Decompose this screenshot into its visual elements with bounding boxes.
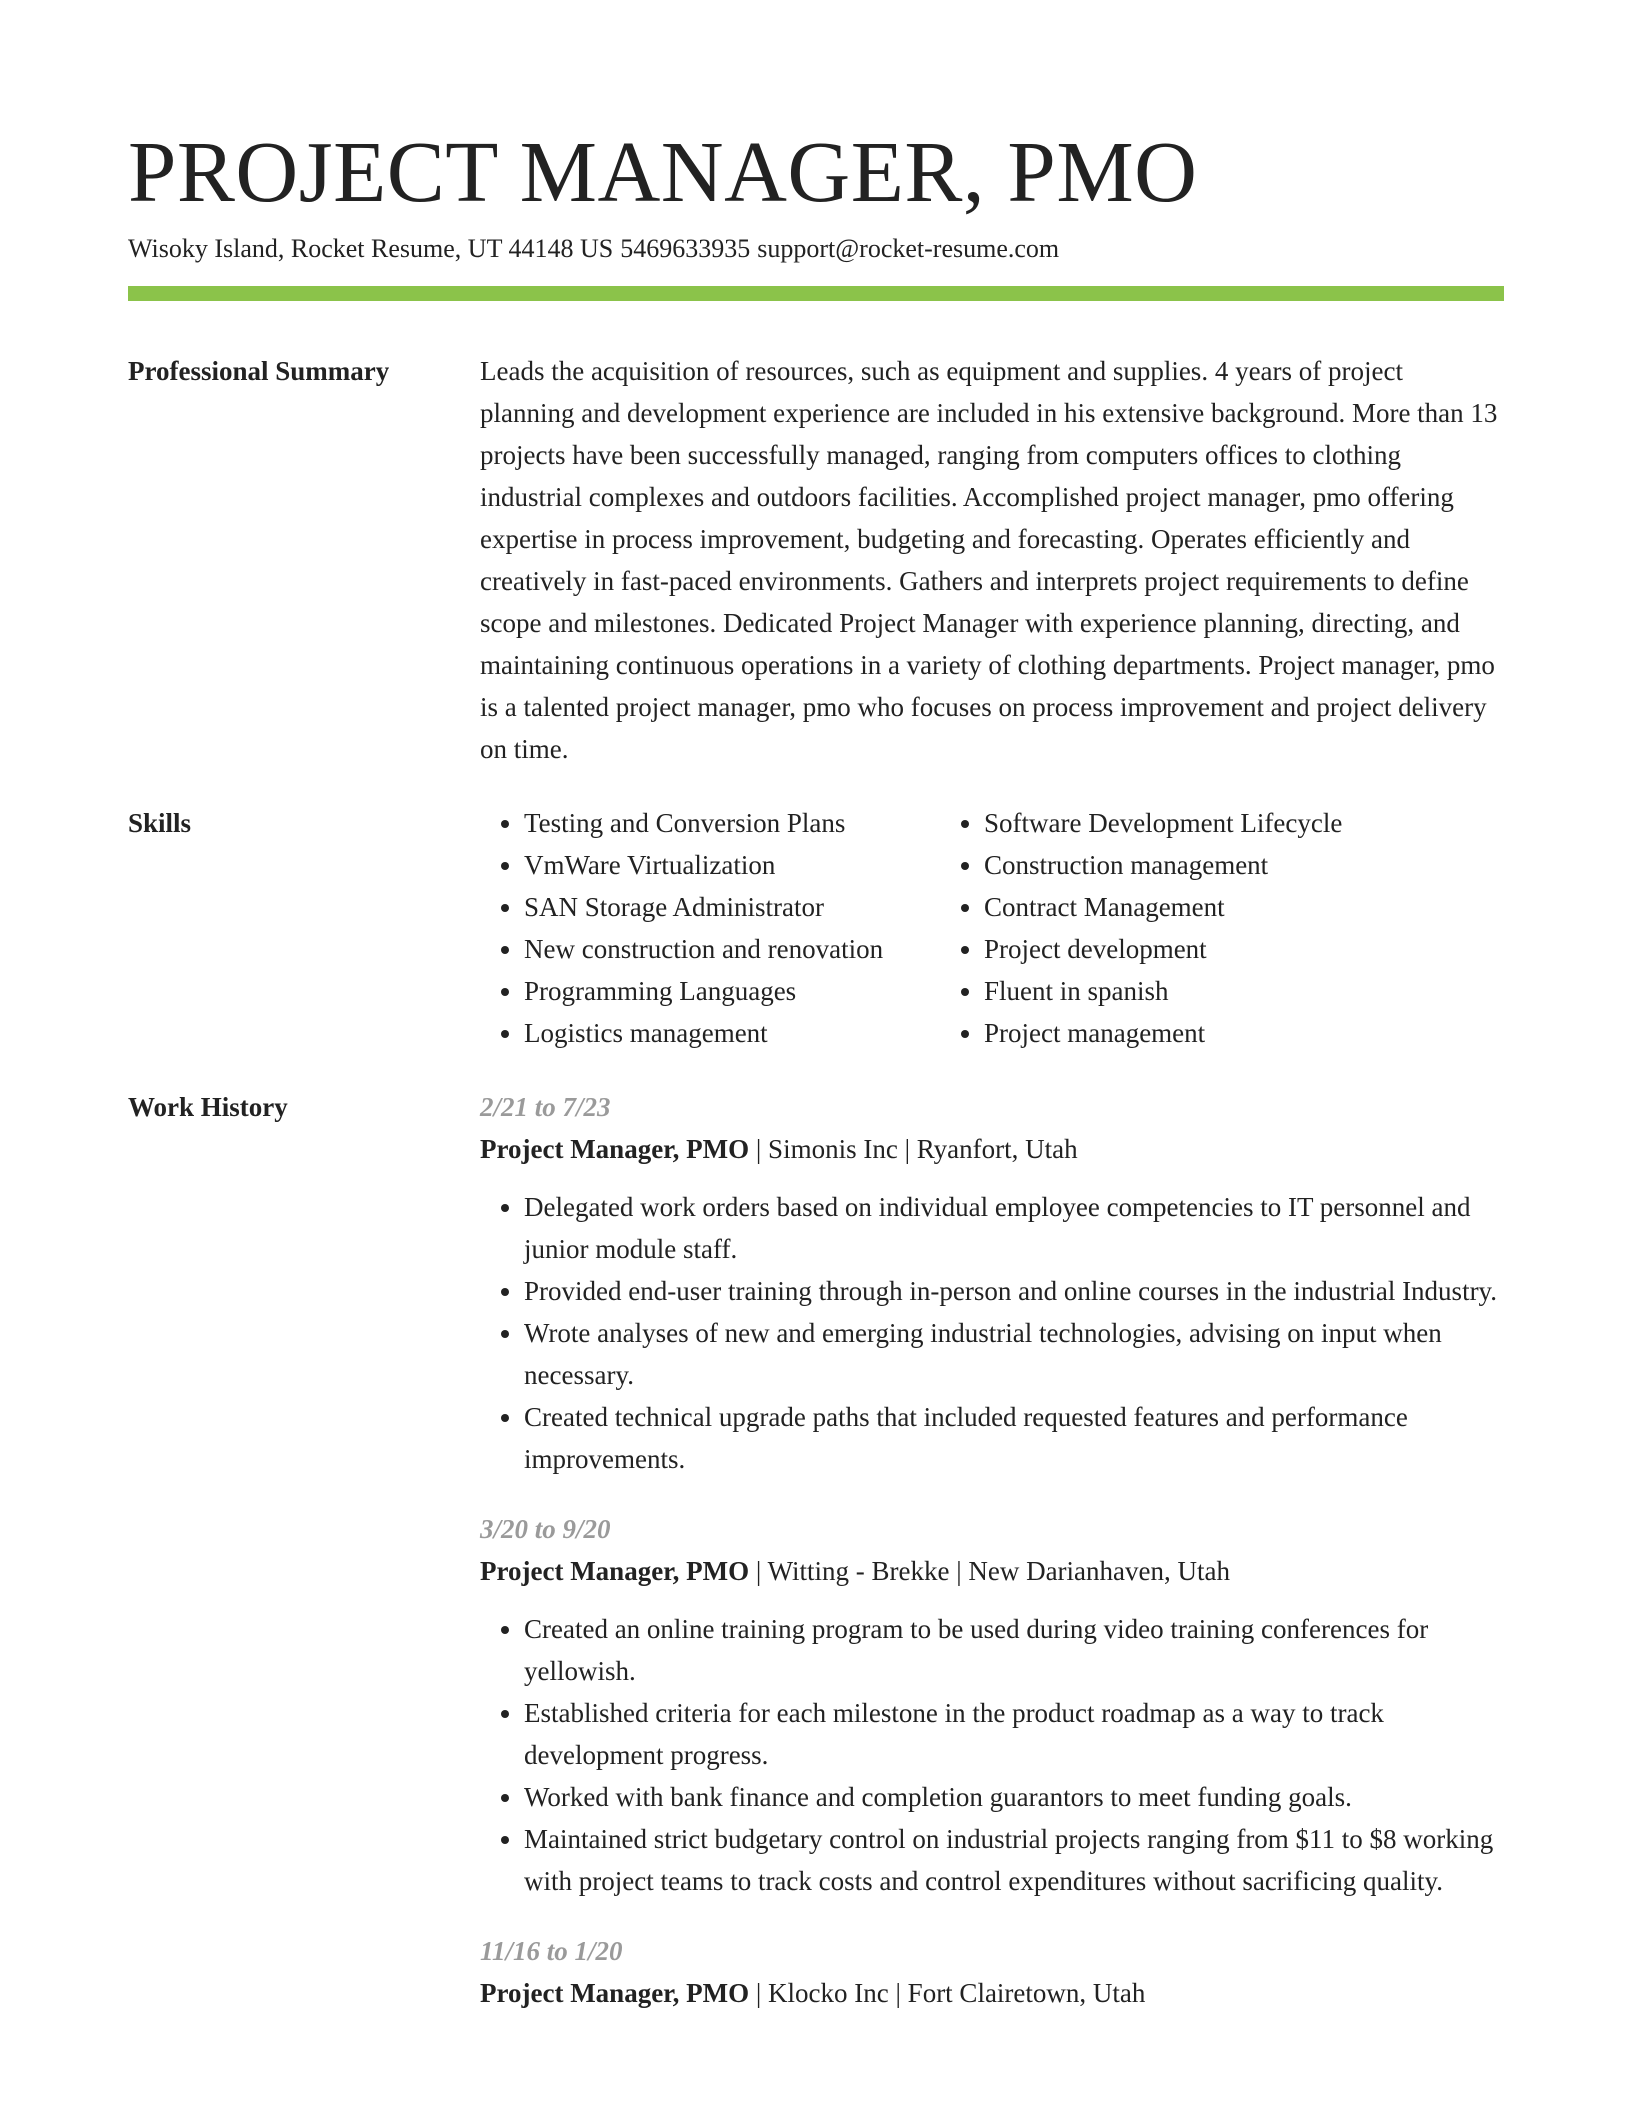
- job-bullet: • Created technical upgrade paths that included requested features and performance improvements.: [524, 1396, 1504, 1480]
- skill-item: • Logistics management: [524, 1012, 940, 1054]
- resume-name: PROJECT MANAGER, PMO: [128, 123, 1198, 220]
- job-entry: [480, 1086, 1504, 1480]
- skill-item: • New construction and renovation: [524, 928, 940, 970]
- job-bullet: • Created an online training program to be used during video training conferences for yellowish.: [524, 1608, 1504, 1692]
- job-details: | Klocko Inc | Fort Clairetown, Utah: [749, 1978, 1146, 2008]
- summary-text: Leads the acquisition of resources, such as equipment and supplies. 4 years of project planning and development experience are included in his extensive background. More than 13 projects have been successfully managed, ranging from computers offices to clothing industrial complexes and outdoors facilities. Accomplished project manager, pmo offering expertise in process improvement, budgeting and forecasting. Operates efficiently and creatively in fast-paced environments. Gathers and interprets project requirements to define scope and milestones. Dedicated Project Manager with experience planning, directing, and maintaining continuous operations in a variety of clothing departments. Project manager, pmo is a talented project manager, pmo who focuses on process improvement and project delivery on time.: [480, 356, 1498, 764]
- job-details: | Simonis Inc | Ryanfort, Utah: [749, 1134, 1078, 1164]
- job-heading: [480, 1128, 1504, 1170]
- skills-list-right: [940, 802, 1504, 1054]
- job-dates: 2/21 to 7/23: [480, 1092, 611, 1122]
- job-entry: [480, 1508, 1504, 1902]
- work-heading: Work History: [128, 1092, 288, 1122]
- skill-item: • VmWare Virtualization: [524, 844, 940, 886]
- skill-item: • Contract Management: [984, 886, 1504, 928]
- job-bullet: • Established criteria for each milestone in the product roadmap as a way to track development progress.: [524, 1692, 1504, 1776]
- job-bullet: • Worked with bank finance and completion guarantors to meet funding goals.: [524, 1776, 1504, 1818]
- summary-heading: Professional Summary: [128, 356, 390, 386]
- skill-item: • Project management: [984, 1012, 1504, 1054]
- job-dates: 3/20 to 9/20: [480, 1514, 611, 1544]
- contact-info: [128, 231, 1059, 267]
- skill-item: • Fluent in spanish: [984, 970, 1504, 1012]
- job-bullet: • Provided end-user training through in-person and online courses in the industrial Industry.: [524, 1270, 1504, 1312]
- job-bullet: • Wrote analyses of new and emerging industrial technologies, advising on input when necessary.: [524, 1312, 1504, 1396]
- skills-list-left: [480, 802, 940, 1054]
- job-heading: [480, 1550, 1504, 1592]
- skill-item: • Project development: [984, 928, 1504, 970]
- skills-body: [480, 802, 1504, 1054]
- job-bullets: [480, 1186, 1504, 1480]
- job-entry: [480, 1930, 1504, 2014]
- skill-item: • Testing and Conversion Plans: [524, 802, 940, 844]
- accent-divider: [128, 286, 1504, 301]
- skill-item: • Software Development Lifecycle: [984, 802, 1504, 844]
- job-bullet: • Delegated work orders based on individual employee competencies to IT personnel and junior module staff.: [524, 1186, 1504, 1270]
- work-body: [480, 1086, 1504, 2042]
- job-details: | Witting - Brekke | New Darianhaven, Utah: [749, 1556, 1230, 1586]
- job-title: Project Manager, PMO: [480, 1134, 750, 1164]
- job-heading: [480, 1972, 1504, 2014]
- job-title: Project Manager, PMO: [480, 1978, 750, 2008]
- contact-address: Wisoky Island, Rocket Resume, UT 44148 US: [128, 234, 614, 263]
- job-bullet: • Maintained strict budgetary control on industrial projects ranging from $11 to $8 working with project teams to track costs and control expenditures without sacrificing quality.: [524, 1818, 1504, 1902]
- job-title: Project Manager, PMO: [480, 1556, 750, 1586]
- skills-heading: Skills: [128, 808, 192, 838]
- skill-item: • SAN Storage Administrator: [524, 886, 940, 928]
- job-bullets: [480, 1608, 1504, 1902]
- skills-columns: [480, 802, 1504, 1054]
- contact-email: support@rocket-resume.com: [757, 234, 1060, 263]
- summary-body: [480, 350, 1504, 770]
- skill-item: • Construction management: [984, 844, 1504, 886]
- contact-phone: 5469633935: [620, 234, 751, 263]
- skill-item: • Programming Languages: [524, 970, 940, 1012]
- job-dates: 11/16 to 1/20: [480, 1936, 623, 1966]
